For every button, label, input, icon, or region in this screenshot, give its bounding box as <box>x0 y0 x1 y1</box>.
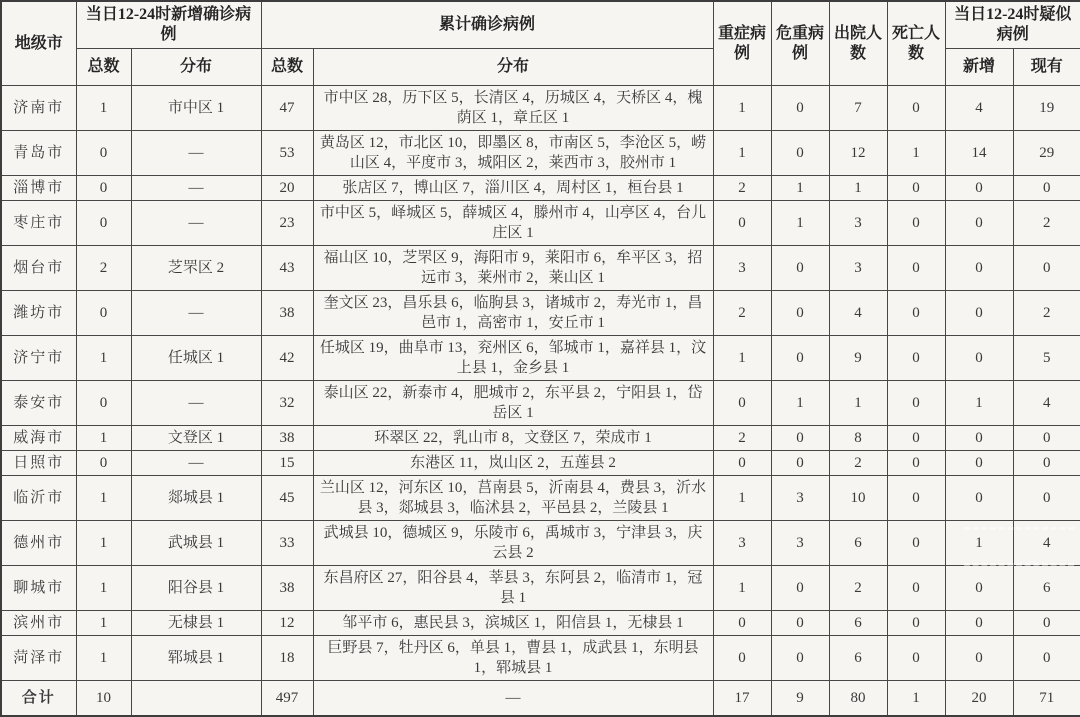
cell-susp-new: 0 <box>945 566 1013 611</box>
cell-susp-new: 20 <box>945 681 1013 717</box>
cell-new-dist: — <box>131 131 261 176</box>
cell-severe: 0 <box>713 201 771 246</box>
cell-deaths: 0 <box>887 451 945 476</box>
cell-cum-total: 15 <box>261 451 313 476</box>
cell-susp-new: 0 <box>945 451 1013 476</box>
table-body <box>1 86 1080 717</box>
cell-deaths: 0 <box>887 86 945 131</box>
cell-new-total: 0 <box>76 176 131 201</box>
cell-critical: 1 <box>771 176 829 201</box>
cell-new-dist <box>131 681 261 717</box>
cell-city: 临沂市 <box>1 476 76 521</box>
cell-susp-new: 1 <box>945 521 1013 566</box>
cell-city: 潍坊市 <box>1 291 76 336</box>
header-new-confirmed-group: 当日12-24时新增确诊病例 <box>76 1 261 49</box>
cell-new-total: 0 <box>76 451 131 476</box>
cell-discharged: 1 <box>829 381 887 426</box>
table-row <box>1 336 1080 381</box>
cell-deaths: 0 <box>887 176 945 201</box>
header-suspected-new: 新增 <box>945 49 1013 86</box>
cell-susp-exist: 0 <box>1013 611 1080 636</box>
cell-cum-dist: — <box>313 681 713 717</box>
cell-new-total: 0 <box>76 201 131 246</box>
table-row <box>1 451 1080 476</box>
cell-discharged: 6 <box>829 521 887 566</box>
cell-cum-total: 38 <box>261 566 313 611</box>
cell-new-total: 0 <box>76 291 131 336</box>
cell-susp-exist: 4 <box>1013 521 1080 566</box>
cell-city: 菏泽市 <box>1 636 76 681</box>
header-cum-total: 总数 <box>261 49 313 86</box>
cell-susp-exist: 19 <box>1013 86 1080 131</box>
cell-new-dist: — <box>131 291 261 336</box>
cell-severe: 1 <box>713 566 771 611</box>
cell-new-total: 10 <box>76 681 131 717</box>
cell-discharged: 12 <box>829 131 887 176</box>
cell-severe: 0 <box>713 451 771 476</box>
cell-cum-total: 45 <box>261 476 313 521</box>
table-row <box>1 681 1080 717</box>
cell-city: 济宁市 <box>1 336 76 381</box>
cell-critical: 0 <box>771 336 829 381</box>
cell-susp-exist: 5 <box>1013 336 1080 381</box>
header-cum-distribution: 分布 <box>313 49 713 86</box>
cell-discharged: 10 <box>829 476 887 521</box>
cell-cum-total: 43 <box>261 246 313 291</box>
cell-cum-dist: 福山区 10，芝罘区 9，海阳市 9，莱阳市 6，牟平区 3，招远市 3，莱州市 2，莱山区 1 <box>313 246 713 291</box>
cell-susp-new: 0 <box>945 291 1013 336</box>
table-row <box>1 566 1080 611</box>
cell-cum-total: 38 <box>261 426 313 451</box>
cell-susp-exist: 2 <box>1013 291 1080 336</box>
cell-cum-dist: 武城县 10，德城区 9，乐陵市 6，禹城市 3，宁津县 3，庆云县 2 <box>313 521 713 566</box>
cell-cum-total: 42 <box>261 336 313 381</box>
table-row <box>1 476 1080 521</box>
cell-new-total: 0 <box>76 381 131 426</box>
cell-susp-new: 0 <box>945 636 1013 681</box>
cell-city: 烟台市 <box>1 246 76 291</box>
table-row <box>1 381 1080 426</box>
cell-new-dist: 武城县 1 <box>131 521 261 566</box>
cell-discharged: 80 <box>829 681 887 717</box>
cell-cum-dist: 张店区 7，博山区 7，淄川区 4，周村区 1，桓台县 1 <box>313 176 713 201</box>
cell-city: 滨州市 <box>1 611 76 636</box>
cell-new-dist: 阳谷县 1 <box>131 566 261 611</box>
cell-city: 日照市 <box>1 451 76 476</box>
cell-new-total: 1 <box>76 336 131 381</box>
cell-susp-exist: 0 <box>1013 636 1080 681</box>
cell-city: 聊城市 <box>1 566 76 611</box>
cell-deaths: 1 <box>887 681 945 717</box>
cell-discharged: 2 <box>829 566 887 611</box>
cell-critical: 0 <box>771 131 829 176</box>
cell-cum-dist: 巨野县 7，牡丹区 6，单县 1，曹县 1，成武县 1，东明县 1，郓城县 1 <box>313 636 713 681</box>
cell-critical: 0 <box>771 291 829 336</box>
cell-deaths: 0 <box>887 521 945 566</box>
cell-deaths: 0 <box>887 611 945 636</box>
cell-severe: 1 <box>713 86 771 131</box>
cell-discharged: 1 <box>829 176 887 201</box>
cell-cum-dist: 市中区 5，峄城区 5，薛城区 4，滕州市 4，山亭区 4，台儿庄区 1 <box>313 201 713 246</box>
cell-city: 枣庄市 <box>1 201 76 246</box>
cell-cum-total: 12 <box>261 611 313 636</box>
table-row <box>1 521 1080 566</box>
header-city: 地级市 <box>1 1 76 86</box>
header-new-total: 总数 <box>76 49 131 86</box>
cell-severe: 0 <box>713 381 771 426</box>
table-row <box>1 636 1080 681</box>
header-cumulative-confirmed-group: 累计确诊病例 <box>261 1 713 49</box>
cell-susp-new: 0 <box>945 201 1013 246</box>
cell-severe: 1 <box>713 336 771 381</box>
cell-discharged: 6 <box>829 611 887 636</box>
cell-susp-exist: 0 <box>1013 176 1080 201</box>
cell-new-dist: 无棣县 1 <box>131 611 261 636</box>
cell-critical: 1 <box>771 381 829 426</box>
cell-new-total: 1 <box>76 521 131 566</box>
cell-discharged: 3 <box>829 201 887 246</box>
cell-critical: 0 <box>771 451 829 476</box>
cell-cum-dist: 环翠区 22，乳山市 8，文登区 7，荣成市 1 <box>313 426 713 451</box>
cell-severe: 1 <box>713 131 771 176</box>
cell-susp-new: 1 <box>945 381 1013 426</box>
cell-severe: 0 <box>713 611 771 636</box>
cell-new-total: 2 <box>76 246 131 291</box>
cell-severe: 2 <box>713 291 771 336</box>
cell-cum-dist: 奎文区 23，昌乐县 6，临朐县 3，诸城市 2，寿光市 1，昌邑市 1，高密市 1，安丘市 1 <box>313 291 713 336</box>
header-deaths: 死亡人数 <box>887 1 945 86</box>
cell-susp-exist: 0 <box>1013 476 1080 521</box>
cell-city: 青岛市 <box>1 131 76 176</box>
cell-cum-dist: 东港区 11，岚山区 2，五莲县 2 <box>313 451 713 476</box>
cell-new-total: 1 <box>76 426 131 451</box>
cell-cum-dist: 兰山区 12，河东区 10，莒南县 5，沂南县 4，费县 3，沂水县 3，郯城县 3，临沭县 2，平邑县 2，兰陵县 1 <box>313 476 713 521</box>
cell-new-dist: — <box>131 201 261 246</box>
cell-deaths: 0 <box>887 476 945 521</box>
cell-susp-new: 0 <box>945 246 1013 291</box>
header-critical-cases: 危重病例 <box>771 1 829 86</box>
cell-cum-total: 23 <box>261 201 313 246</box>
cell-critical: 0 <box>771 86 829 131</box>
cell-cum-total: 497 <box>261 681 313 717</box>
cell-discharged: 8 <box>829 426 887 451</box>
cell-discharged: 7 <box>829 86 887 131</box>
cell-critical: 3 <box>771 476 829 521</box>
cell-severe: 2 <box>713 176 771 201</box>
cell-city: 德州市 <box>1 521 76 566</box>
table-row <box>1 201 1080 246</box>
cell-new-total: 1 <box>76 636 131 681</box>
cell-new-dist: — <box>131 381 261 426</box>
cell-discharged: 9 <box>829 336 887 381</box>
cell-critical: 1 <box>771 201 829 246</box>
cell-city: 合计 <box>1 681 76 717</box>
header-severe-cases: 重症病例 <box>713 1 771 86</box>
table-row <box>1 426 1080 451</box>
cell-cum-dist: 任城区 19，曲阜市 13，兖州区 6，邹城市 1，嘉祥县 1，汶上县 1，金乡县 1 <box>313 336 713 381</box>
cell-susp-exist: 29 <box>1013 131 1080 176</box>
cell-severe: 1 <box>713 476 771 521</box>
cell-cum-total: 18 <box>261 636 313 681</box>
cell-new-total: 1 <box>76 476 131 521</box>
header-suspected-existing: 现有 <box>1013 49 1080 86</box>
cell-susp-new: 0 <box>945 611 1013 636</box>
cell-new-total: 1 <box>76 86 131 131</box>
cell-severe: 3 <box>713 521 771 566</box>
cell-susp-new: 0 <box>945 336 1013 381</box>
cell-deaths: 0 <box>887 636 945 681</box>
cell-susp-exist: 6 <box>1013 566 1080 611</box>
cell-deaths: 0 <box>887 291 945 336</box>
cell-city: 淄博市 <box>1 176 76 201</box>
cell-critical: 0 <box>771 636 829 681</box>
cell-new-total: 0 <box>76 131 131 176</box>
cell-new-total: 1 <box>76 611 131 636</box>
cell-city: 威海市 <box>1 426 76 451</box>
cell-cum-dist: 黄岛区 12，市北区 10，即墨区 8，市南区 5，李沧区 5，崂山区 4，平度市 3，城阳区 2，莱西市 3，胶州市 1 <box>313 131 713 176</box>
cell-susp-exist: 0 <box>1013 451 1080 476</box>
cell-deaths: 0 <box>887 336 945 381</box>
cell-discharged: 3 <box>829 246 887 291</box>
cell-new-dist: — <box>131 176 261 201</box>
cell-severe: 0 <box>713 636 771 681</box>
cell-susp-exist: 2 <box>1013 201 1080 246</box>
cell-susp-exist: 71 <box>1013 681 1080 717</box>
cell-critical: 3 <box>771 521 829 566</box>
cell-discharged: 4 <box>829 291 887 336</box>
table-row <box>1 131 1080 176</box>
header-suspected-group: 当日12-24时疑似病例 <box>945 1 1080 49</box>
cell-deaths: 1 <box>887 131 945 176</box>
header-new-distribution: 分布 <box>131 49 261 86</box>
cell-new-dist: 芝罘区 2 <box>131 246 261 291</box>
table-row <box>1 246 1080 291</box>
table-row <box>1 176 1080 201</box>
cell-cum-total: 53 <box>261 131 313 176</box>
cell-susp-new: 0 <box>945 476 1013 521</box>
table-row <box>1 611 1080 636</box>
cell-city: 泰安市 <box>1 381 76 426</box>
cell-susp-exist: 0 <box>1013 426 1080 451</box>
table-row <box>1 291 1080 336</box>
cell-cum-total: 32 <box>261 381 313 426</box>
cell-new-dist: 市中区 1 <box>131 86 261 131</box>
cell-city: 济南市 <box>1 86 76 131</box>
cell-cum-total: 20 <box>261 176 313 201</box>
cell-critical: 0 <box>771 566 829 611</box>
cell-discharged: 6 <box>829 636 887 681</box>
header-discharged: 出院人数 <box>829 1 887 86</box>
cell-deaths: 0 <box>887 426 945 451</box>
cell-severe: 17 <box>713 681 771 717</box>
cell-severe: 2 <box>713 426 771 451</box>
cell-deaths: 0 <box>887 381 945 426</box>
cell-susp-new: 14 <box>945 131 1013 176</box>
cell-new-dist: 任城区 1 <box>131 336 261 381</box>
cell-susp-exist: 0 <box>1013 246 1080 291</box>
cell-susp-exist: 4 <box>1013 381 1080 426</box>
cell-cum-dist: 邹平市 6，惠民县 3，滨城区 1，阳信县 1，无棣县 1 <box>313 611 713 636</box>
cell-susp-new: 4 <box>945 86 1013 131</box>
cell-susp-new: 0 <box>945 176 1013 201</box>
cell-severe: 3 <box>713 246 771 291</box>
cell-cum-total: 38 <box>261 291 313 336</box>
cell-deaths: 0 <box>887 246 945 291</box>
table-header <box>1 1 1080 86</box>
cell-critical: 9 <box>771 681 829 717</box>
cell-cum-dist: 泰山区 22，新泰市 4，肥城市 2，东平县 2，宁阳县 1，岱岳区 1 <box>313 381 713 426</box>
cell-cum-dist: 东昌府区 27，阳谷县 4，莘县 3，东阿县 2，临清市 1，冠县 1 <box>313 566 713 611</box>
cell-cum-total: 33 <box>261 521 313 566</box>
cell-new-total: 1 <box>76 566 131 611</box>
cell-new-dist: — <box>131 451 261 476</box>
cell-cum-dist: 市中区 28，历下区 5，长清区 4，历城区 4，天桥区 4，槐荫区 1，章丘区 1 <box>313 86 713 131</box>
cell-cum-total: 47 <box>261 86 313 131</box>
table-row <box>1 86 1080 131</box>
cell-new-dist: 文登区 1 <box>131 426 261 451</box>
cell-critical: 0 <box>771 426 829 451</box>
cell-new-dist: 郯城县 1 <box>131 476 261 521</box>
cell-new-dist: 郓城县 1 <box>131 636 261 681</box>
cell-deaths: 0 <box>887 566 945 611</box>
cell-discharged: 2 <box>829 451 887 476</box>
cell-critical: 0 <box>771 246 829 291</box>
cell-deaths: 0 <box>887 201 945 246</box>
cell-susp-new: 0 <box>945 426 1013 451</box>
cell-critical: 0 <box>771 611 829 636</box>
